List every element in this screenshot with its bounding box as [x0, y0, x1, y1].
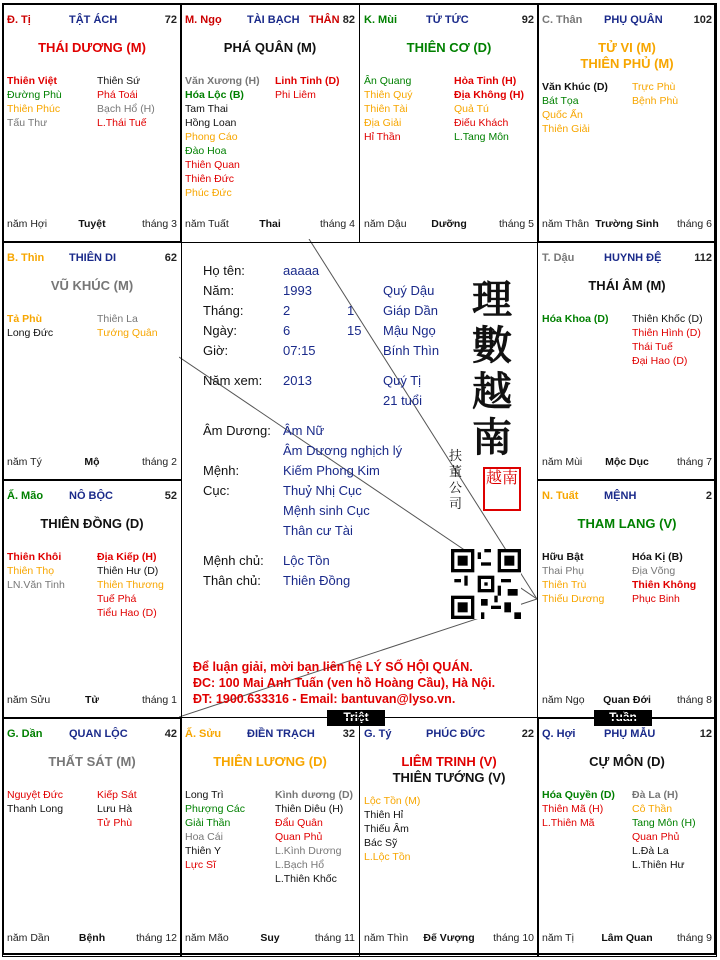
minor-star: Tuế Phá	[97, 593, 137, 605]
palace-footer	[185, 218, 355, 232]
dai-han-age: 12	[699, 728, 712, 740]
life-stage: Mộc Dục	[605, 456, 649, 468]
main-stars	[538, 516, 716, 532]
menh-value: Kiếm Phong Kim	[283, 463, 380, 478]
minor-star: Thai Phụ	[542, 565, 585, 577]
luu-year: năm Tý	[7, 456, 42, 468]
minor-star: L.Thiên Hư	[632, 859, 685, 871]
ho-ten-label: Họ tên:	[203, 263, 245, 278]
minor-star: Tiểu Hao (D)	[97, 607, 157, 619]
good-stars	[185, 788, 273, 872]
minor-star: Tam Thai	[185, 103, 228, 115]
main-star: LIÊM TRINH (V)	[401, 754, 497, 769]
minor-star: Hồng Loan	[185, 117, 237, 129]
minor-star: LN.Văn Tinh	[7, 579, 65, 591]
good-stars	[542, 312, 630, 326]
minor-star: Bát Tọa	[542, 95, 579, 107]
minor-star: Thiên Giải	[542, 123, 590, 135]
palace-header	[7, 14, 177, 28]
minor-star: Thiên La	[97, 313, 138, 325]
main-star: THIÊN ĐỒNG (D)	[40, 516, 144, 531]
luu-year: năm Thìn	[364, 932, 409, 944]
palace-name: HUYNH ĐỆ	[604, 252, 662, 264]
main-stars	[3, 516, 181, 532]
main-stars	[538, 40, 716, 72]
main-star: THÁI DƯƠNG (M)	[38, 40, 146, 55]
minor-star: Thiên Khôi	[7, 551, 62, 563]
minor-star: Bạch Hổ (H)	[97, 103, 155, 115]
minor-star: L.Thái Tuế	[97, 117, 147, 129]
life-stage: Trường Sinh	[595, 218, 659, 230]
palace-name: TÀI BẠCH	[247, 14, 300, 26]
luu-month: tháng 8	[676, 694, 712, 706]
minor-star: Kiếp Sát	[97, 789, 137, 801]
can-chi: B. Thìn	[7, 252, 45, 264]
palace-name: PHỤ MẪU	[604, 728, 656, 740]
main-stars	[538, 754, 716, 770]
minor-star: Địa Giải	[364, 117, 402, 129]
minor-star: Đào Hoa	[185, 145, 227, 157]
good-stars	[364, 794, 452, 864]
palace-footer	[542, 218, 712, 232]
main-star: THIÊN CƠ (D)	[406, 40, 492, 55]
minor-star: Linh Tinh (D)	[275, 75, 340, 87]
menh-label: Mệnh:	[203, 463, 240, 478]
minor-star: Long Đức	[7, 327, 54, 339]
cuc-value: Thuỷ Nhị Cục	[283, 483, 362, 498]
tuan-badge: Tuần	[594, 710, 652, 726]
palace-header	[364, 728, 534, 742]
minor-star: Thiên Diêu (H)	[275, 803, 344, 815]
dai-han-age: 92	[521, 14, 534, 26]
main-stars	[3, 278, 181, 294]
can-chi: Ấ. Mão	[7, 490, 44, 502]
can-chi: G. Tý	[364, 728, 392, 740]
bad-stars	[632, 312, 716, 368]
luu-year: năm Mùi	[542, 456, 583, 468]
palace-cell-tuat[interactable]	[537, 479, 717, 719]
minor-star: Hóa Khoa (D)	[542, 313, 609, 325]
luu-month: tháng 11	[314, 932, 355, 944]
palace-footer	[7, 218, 177, 232]
minor-star: Quốc Ấn	[542, 109, 583, 121]
luu-month: tháng 10	[493, 932, 534, 944]
palace-header	[542, 252, 712, 266]
minor-star: L.Bạch Hổ	[275, 859, 325, 871]
main-star: CỰ MÔN (D)	[589, 754, 665, 769]
minor-star: Thiên Quan	[185, 159, 240, 171]
life-stage: Bệnh	[78, 932, 106, 944]
dai-han-age: 2	[705, 490, 712, 502]
palace-footer	[7, 456, 177, 470]
minor-star: Thiên Thương	[97, 579, 164, 591]
minor-star: Thiếu Dương	[542, 593, 605, 605]
ho-ten-value: aaaaa	[283, 263, 320, 278]
main-star: THÁI ÂM (M)	[588, 278, 666, 293]
luu-month: tháng 2	[141, 456, 177, 468]
minor-star: L.Tang Môn	[454, 131, 509, 143]
dai-han-age: 42	[164, 728, 177, 740]
minor-star: Hỉ Thần	[364, 131, 401, 143]
minor-star: Quả Tú	[454, 103, 489, 115]
minor-star: Phục Binh	[632, 593, 680, 605]
bad-stars	[275, 788, 359, 886]
minor-star: Địa Không (H)	[454, 89, 524, 101]
minor-star: Phá Toái	[97, 89, 138, 101]
contact-info	[193, 659, 495, 707]
minor-star: L.Lộc Tồn	[364, 851, 411, 863]
cuc-relation: Mệnh sinh Cục	[283, 503, 370, 518]
than-chu-label: Thân chủ:	[203, 573, 261, 588]
life-stage: Thai	[259, 218, 281, 230]
main-star: THAM LANG (V)	[577, 516, 677, 531]
minor-star: Địa Võng	[632, 565, 676, 577]
minor-star: Lực Sĩ	[185, 859, 216, 871]
minor-star: Lộc Tồn (M)	[364, 795, 421, 807]
ngay-value: 6	[283, 323, 291, 338]
minor-star: Giải Thần	[185, 817, 231, 829]
good-stars	[542, 550, 630, 606]
thang-am-lich: 1	[347, 303, 355, 318]
minor-star: L.Đà La	[632, 845, 669, 857]
palace-cell-ti[interactable]	[2, 3, 182, 243]
minor-star: Hóa Lộc (B)	[185, 89, 244, 101]
luu-month: tháng 4	[319, 218, 355, 230]
than-chu-value: Thiên Đồng	[283, 573, 351, 588]
minor-star: Tả Phù	[7, 313, 43, 325]
main-star: TỬ VI (M)	[598, 40, 656, 55]
life-stage: Mộ	[84, 456, 100, 468]
palace-header	[185, 728, 355, 742]
palace-footer	[7, 694, 177, 708]
minor-star: L.Kình Dương	[275, 845, 342, 857]
luu-month: tháng 12	[136, 932, 177, 944]
nam-label: Năm:	[203, 283, 235, 298]
qr-code-icon	[451, 549, 521, 619]
minor-star: Quan Phủ	[632, 831, 680, 843]
bad-stars	[632, 788, 716, 872]
nam-value: 1993	[283, 283, 312, 298]
can-chi: T. Dậu	[542, 252, 575, 264]
good-stars	[7, 74, 95, 130]
nam-xem-label: Năm xem:	[203, 373, 263, 388]
palace-footer	[185, 932, 355, 946]
nam-xem-value: 2013	[283, 373, 312, 388]
than-cu: Thân cư Tài	[283, 523, 353, 538]
minor-star: Thiếu Âm	[364, 823, 409, 835]
good-stars	[185, 74, 273, 200]
minor-star: Tử Phù	[97, 817, 133, 829]
main-stars	[3, 754, 181, 770]
can-chi: G. Dần	[7, 728, 43, 740]
minor-star: Bác Sỹ	[364, 837, 398, 849]
can-chi: N. Tuất	[542, 490, 579, 502]
palace-name: ĐIỀN TRẠCH	[247, 728, 315, 740]
palace-header	[542, 728, 712, 742]
minor-star: Phúc Đức	[185, 187, 232, 199]
contact-address: ĐC: 100 Mai Anh Tuấn (ven hồ Hoàng Cầu), Hà Nội.	[193, 676, 496, 690]
luu-year: năm Tuất	[185, 218, 229, 230]
minor-star: Thiên Hình (D)	[632, 327, 701, 339]
bad-stars	[632, 80, 716, 108]
palace-cell-hoi[interactable]	[537, 717, 717, 957]
life-stage: Suy	[260, 932, 280, 944]
luu-year: năm Ngọ	[542, 694, 585, 706]
palace-footer	[7, 932, 177, 946]
palace-name: PHÚC ĐỨC	[426, 728, 486, 740]
minor-star: Thiên Đức	[185, 173, 235, 185]
palace-name: PHỤ QUÂN	[604, 14, 663, 26]
minor-star: Thiên Y	[185, 845, 221, 857]
nam-xem-can-chi: Quý Tị	[383, 373, 422, 388]
palace-cell-suu[interactable]	[180, 717, 360, 957]
main-star: THẤT SÁT (M)	[48, 754, 136, 769]
triet-badge: Triệt	[327, 710, 385, 726]
luu-month: tháng 6	[676, 218, 712, 230]
minor-star: Hoa Cái	[185, 831, 223, 843]
can-chi: Q. Hợi	[542, 728, 576, 740]
ngay-am-lich: 15	[347, 323, 362, 338]
luu-year: năm Dần	[7, 932, 50, 944]
palace-cell-than[interactable]	[537, 3, 717, 243]
minor-star: Thiên Khốc (D)	[632, 313, 703, 325]
dai-han-age: 52	[164, 490, 177, 502]
can-chi: C. Thân	[542, 14, 583, 26]
am-duong-ly: Âm Dương nghịch lý	[283, 443, 403, 458]
minor-star: Thiên Thọ	[7, 565, 55, 577]
palace-header	[7, 490, 177, 504]
minor-star: Hóa Quyền (D)	[542, 789, 615, 801]
minor-star: Hữu Bật	[542, 551, 584, 563]
minor-star: Nguyệt Đức	[7, 789, 64, 801]
main-star: THIÊN PHỦ (M)	[580, 56, 674, 71]
minor-star: Thiên Phúc	[7, 103, 61, 115]
can-chi: K. Mùi	[364, 14, 397, 26]
bad-stars	[454, 74, 538, 144]
menh-chu-value: Lộc Tồn	[283, 553, 330, 568]
palace-cell-ngo[interactable]	[180, 3, 360, 243]
gio-label: Giờ:	[203, 343, 229, 358]
minor-star: Thiên Hư (D)	[97, 565, 159, 577]
minor-star: Phong Cáo	[185, 131, 238, 143]
palace-footer	[542, 694, 712, 708]
dai-han-age: 22	[521, 728, 534, 740]
palace-header	[364, 14, 534, 28]
luu-year: năm Mão	[185, 932, 229, 944]
dai-han-age: 62	[164, 252, 177, 264]
life-stage: Quan Đới	[603, 694, 651, 706]
main-star: PHÁ QUÂN (M)	[223, 40, 317, 55]
luu-month: tháng 1	[141, 694, 177, 706]
palace-name: TỬ TỨC	[426, 14, 469, 26]
minor-star: Thiên Quý	[364, 89, 413, 101]
luu-year: năm Tị	[542, 932, 574, 944]
life-stage: Lâm Quan	[601, 932, 653, 944]
bad-stars	[97, 312, 181, 340]
life-stage: Tuyệt	[78, 218, 106, 230]
minor-star: Phượng Các	[185, 803, 246, 815]
luu-year: năm Sửu	[7, 694, 51, 706]
minor-star: Thanh Long	[7, 803, 64, 815]
center-info-panel	[179, 239, 537, 717]
minor-star: Phi Liêm	[275, 89, 316, 101]
good-stars	[542, 80, 630, 136]
life-stage: Tử	[84, 694, 100, 706]
good-stars	[7, 312, 95, 340]
luu-month: tháng 5	[498, 218, 534, 230]
am-duong-label: Âm Dương:	[203, 423, 271, 438]
palace-name: THIÊN DI	[69, 252, 117, 264]
main-star: VŨ KHÚC (M)	[50, 278, 134, 293]
cuc-label: Cục:	[203, 483, 230, 498]
ngay-label: Ngày:	[203, 323, 237, 338]
can-chi: Ấ. Sửu	[185, 728, 222, 740]
minor-star: Hỏa Tinh (H)	[454, 75, 517, 87]
minor-star: Quan Phủ	[275, 831, 323, 843]
thang-label: Tháng:	[203, 303, 244, 318]
palace-cell-ty[interactable]	[359, 717, 539, 957]
bad-stars	[97, 788, 181, 830]
minor-star: Văn Khúc (D)	[542, 81, 608, 93]
palace-header	[7, 252, 177, 266]
luu-month: tháng 3	[141, 218, 177, 230]
dai-han-age: 72	[164, 14, 177, 26]
minor-star: Thiên Trù	[542, 579, 587, 591]
dai-han-age: 82	[342, 14, 355, 26]
minor-star: Đà La (H)	[632, 789, 679, 801]
minor-star: Đại Hao (D)	[632, 355, 688, 367]
palace-footer	[542, 932, 712, 946]
minor-star: Điếu Khách	[454, 117, 509, 129]
palace-name: NÔ BỘC	[69, 490, 113, 502]
palace-cell-dan[interactable]	[2, 717, 182, 957]
minor-star: Trực Phù	[632, 81, 676, 93]
palace-name: TẬT ÁCH	[69, 14, 118, 26]
palace-header	[185, 14, 355, 28]
palace-footer	[364, 932, 534, 946]
dai-han-age: 32	[342, 728, 355, 740]
main-star: THIÊN TƯỚNG (V)	[392, 770, 506, 785]
minor-star: Địa Kiếp (H)	[97, 551, 157, 563]
palace-header	[542, 490, 712, 504]
palace-header	[7, 728, 177, 742]
ngay-can-chi: Mậu Ngọ	[383, 323, 436, 338]
contact-phone-email: ĐT: 1900.633316 - Email: bantuvan@lyso.vn.	[193, 692, 456, 706]
minor-star: Hóa Kị (B)	[632, 551, 683, 563]
life-stage: Dưỡng	[431, 218, 467, 230]
gio-can-chi: Bính Thìn	[383, 343, 440, 358]
can-chi: Đ. Tị	[7, 14, 31, 26]
palace-footer	[364, 218, 534, 232]
minor-star: Tướng Quân	[97, 327, 158, 339]
palace-cell-dau[interactable]	[537, 241, 717, 481]
bad-stars	[97, 550, 181, 620]
nam-can-chi: Quý Dậu	[383, 283, 435, 298]
minor-star: Thiên Việt	[7, 75, 57, 87]
minor-star: Thiên Hỉ	[364, 809, 404, 821]
main-stars	[360, 40, 538, 56]
bad-stars	[275, 74, 359, 102]
main-stars	[538, 278, 716, 294]
minor-star: Văn Xương (H)	[185, 75, 260, 87]
calligraphy-title: 理數越南	[472, 276, 512, 461]
minor-star: Đẩu Quân	[275, 817, 323, 829]
minor-star: Đường Phù	[7, 89, 62, 101]
good-stars	[542, 788, 630, 830]
minor-star: Thiên Sứ	[97, 75, 141, 87]
minor-star: Ân Quang	[364, 75, 412, 87]
good-stars	[7, 788, 95, 816]
palace-cell-mui[interactable]	[359, 3, 539, 243]
luu-year: năm Dậu	[364, 218, 407, 230]
minor-star: Thiên Tài	[364, 103, 408, 115]
thang-can-chi: Giáp Dần	[383, 303, 438, 318]
minor-star: Tấu Thư	[7, 117, 48, 129]
main-stars	[3, 40, 181, 56]
palace-cell-mao[interactable]	[2, 479, 182, 719]
bad-stars	[97, 74, 181, 130]
luu-month: tháng 7	[676, 456, 712, 468]
minor-star: Thiên Mã (H)	[542, 803, 604, 815]
red-seal-stamp: 越南	[483, 467, 521, 511]
thang-value: 2	[283, 303, 291, 318]
minor-star: Bệnh Phù	[632, 95, 679, 107]
minor-star: Thiên Không	[632, 579, 697, 591]
dai-han-age: 102	[693, 14, 712, 26]
contact-line-1: Để luận giải, mời bạn liên hệ LÝ SỐ HỘI QUÁN.	[193, 660, 473, 674]
life-stage: Đế Vượng	[423, 932, 475, 944]
luu-year: năm Thân	[542, 218, 590, 230]
tuoi-value: 21 tuổi	[383, 393, 423, 408]
palace-header	[542, 14, 712, 28]
minor-star: L.Thiên Mã	[542, 817, 595, 829]
luu-month: tháng 9	[676, 932, 712, 944]
am-duong-value: Âm Nữ	[283, 423, 325, 438]
main-star: THIÊN LƯƠNG (D)	[213, 754, 327, 769]
minor-star: Long Trì	[185, 789, 224, 801]
palace-name: MỆNH	[604, 490, 637, 502]
minor-star: Lưu Hà	[97, 803, 133, 815]
dai-han-age: 112	[694, 252, 712, 264]
gio-value: 07:15	[283, 343, 316, 358]
minor-star: Thái Tuế	[632, 341, 673, 353]
can-chi: M. Ngọ	[185, 14, 222, 26]
palace-footer	[542, 456, 712, 470]
menh-chu-label: Mệnh chủ:	[203, 553, 264, 568]
palace-name: QUAN LỘC	[69, 728, 128, 740]
main-stars	[360, 754, 538, 786]
palace-cell-thin[interactable]	[2, 241, 182, 481]
minor-star: Cô Thần	[632, 803, 673, 815]
main-stars	[181, 40, 359, 56]
main-stars	[181, 754, 359, 770]
minor-star: L.Thiên Khốc	[275, 873, 337, 885]
minor-star: Kình dương (D)	[275, 789, 354, 801]
good-stars	[7, 550, 95, 592]
calligraphy-subtitle: 扶董公司	[449, 449, 463, 512]
bad-stars	[632, 550, 716, 606]
luu-year: năm Hợi	[7, 218, 48, 230]
good-stars	[364, 74, 452, 144]
minor-star: Tang Môn (H)	[632, 817, 696, 829]
than-marker: THÂN	[309, 14, 340, 26]
